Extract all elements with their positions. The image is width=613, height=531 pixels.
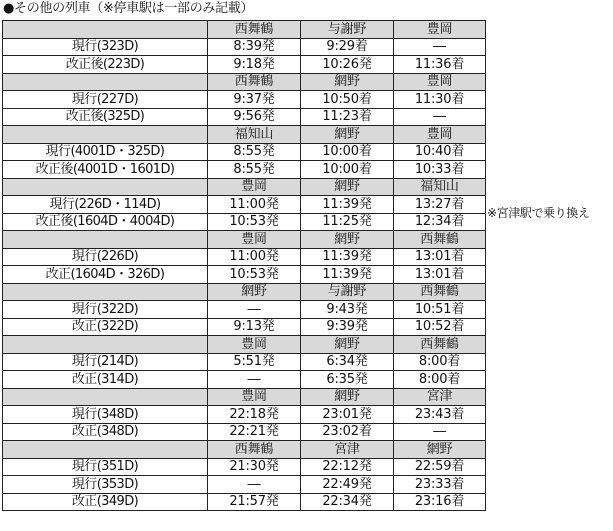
time-cell: 12:34着 [394,213,486,231]
station-name: 福知山 [208,126,301,144]
station-name: 網野 [301,231,394,249]
time-cell: 10:50着 [301,91,394,109]
time-cell: 9:43発 [301,301,394,319]
station-name: 宮津 [301,441,394,459]
header-empty-cell [3,388,208,406]
time-cell: 6:34発 [301,353,394,371]
time-cell: 11:00発 [208,248,301,266]
header-empty-cell [3,178,208,196]
station-header-row [3,126,486,144]
station-name: 豊岡 [208,178,301,196]
time-cell: 11:25発 [301,213,394,231]
time-cell: ― [208,371,301,389]
train-label: 改正後(1604D・4004D) [3,213,208,231]
station-name: 西舞鶴 [208,21,301,39]
train-row [3,318,486,336]
train-row [3,196,486,214]
train-label: 改正後(325D) [3,108,208,126]
time-cell: 8:00着 [394,353,486,371]
time-cell: 9:37発 [208,91,301,109]
station-name: 網野 [301,178,394,196]
station-name: 西舞鶴 [394,231,486,249]
train-label: 現行(322D) [3,301,208,319]
train-label: 改正(348D) [3,423,208,441]
time-cell: 11:00発 [208,196,301,214]
time-cell: 10:26発 [301,56,394,74]
station-name: 網野 [394,441,486,459]
time-cell: 10:40着 [394,143,486,161]
train-label: 現行(226D・114D) [3,196,208,214]
station-name: 福知山 [394,178,486,196]
train-row [3,458,486,476]
train-label: 現行(353D) [3,476,208,494]
train-label: 現行(226D) [3,248,208,266]
train-row [3,213,486,231]
time-cell: 22:59着 [394,458,486,476]
train-label: 現行(351D) [3,458,208,476]
transfer-note: ※宮津駅で乗り換え [487,206,590,220]
time-cell: 10:53発 [208,266,301,284]
time-cell: 10:51着 [394,301,486,319]
time-cell: 10:52着 [394,318,486,336]
train-row [3,476,486,494]
header-empty-cell [3,21,208,39]
time-cell: 9:18発 [208,56,301,74]
station-header-row [3,336,486,354]
station-name: 網野 [301,336,394,354]
time-cell: 9:56発 [208,108,301,126]
time-cell: 8:39発 [208,38,301,56]
station-header-row [3,73,486,91]
train-row [3,353,486,371]
time-cell: 13:01着 [394,248,486,266]
station-name: 網野 [301,126,394,144]
station-name: 網野 [301,73,394,91]
time-cell: 8:55発 [208,161,301,179]
header-empty-cell [3,126,208,144]
station-name: 与謝野 [301,283,394,301]
time-cell: 9:29着 [301,38,394,56]
train-label: 改正後(223D) [3,56,208,74]
time-cell: 8:00着 [394,371,486,389]
train-row [3,38,486,56]
station-header-row [3,388,486,406]
train-label: 現行(214D) [3,353,208,371]
time-cell: 23:16着 [394,493,486,511]
time-cell: 23:01発 [301,406,394,424]
station-name: 西舞鶴 [208,73,301,91]
timetable-body [3,21,486,511]
station-name: 豊岡 [394,73,486,91]
time-cell: 23:43着 [394,406,486,424]
station-name: 豊岡 [208,388,301,406]
time-cell: 11:23着 [301,108,394,126]
train-label: 改正(349D) [3,493,208,511]
station-name: 網野 [208,283,301,301]
time-cell: 11:39発 [301,266,394,284]
time-cell: 23:33着 [394,476,486,494]
time-cell: ― [394,38,486,56]
time-cell: 11:39発 [301,248,394,266]
time-cell: 22:49発 [301,476,394,494]
header-empty-cell [3,231,208,249]
time-cell: ― [394,108,486,126]
time-cell: ― [208,476,301,494]
time-cell: 11:30着 [394,91,486,109]
station-header-row [3,21,486,39]
train-row [3,91,486,109]
time-cell: 9:13発 [208,318,301,336]
station-header-row [3,283,486,301]
train-row [3,301,486,319]
train-label: 現行(227D) [3,91,208,109]
header-empty-cell [3,441,208,459]
train-row [3,108,486,126]
train-row [3,56,486,74]
header-empty-cell [3,336,208,354]
header-empty-cell [3,283,208,301]
station-header-row [3,231,486,249]
station-name: 網野 [301,388,394,406]
time-cell: 22:21発 [208,423,301,441]
time-cell: ― [394,423,486,441]
station-header-row [3,441,486,459]
time-cell: 10:00着 [301,143,394,161]
train-row [3,161,486,179]
train-row [3,423,486,441]
train-label: 改正後(4001D・1601D) [3,161,208,179]
train-row [3,266,486,284]
train-row [3,406,486,424]
time-cell: 6:35発 [301,371,394,389]
timetable [2,20,486,511]
train-label: 改正(322D) [3,318,208,336]
train-label: 現行(348D) [3,406,208,424]
time-cell: 21:30発 [208,458,301,476]
time-cell: 13:01着 [394,266,486,284]
time-cell: 11:36着 [394,56,486,74]
time-cell: 23:02着 [301,423,394,441]
station-name: 与謝野 [301,21,394,39]
time-cell: 13:27着 [394,196,486,214]
time-cell: 10:33着 [394,161,486,179]
train-label: 改正(1604D・326D) [3,266,208,284]
time-cell: 22:34発 [301,493,394,511]
time-cell: 21:57発 [208,493,301,511]
train-row [3,493,486,511]
train-row [3,143,486,161]
time-cell: ― [208,301,301,319]
train-row [3,248,486,266]
station-name: 豊岡 [208,231,301,249]
station-name: 西舞鶴 [394,336,486,354]
station-name: 豊岡 [394,21,486,39]
time-cell: 11:39発 [301,196,394,214]
train-label: 現行(323D) [3,38,208,56]
station-name: 西舞鶴 [208,441,301,459]
page-heading: ●その他の列車（※停車駅は一部のみ記載） [3,1,254,16]
time-cell: 5:51発 [208,353,301,371]
time-cell: 10:00着 [301,161,394,179]
train-label: 改正(314D) [3,371,208,389]
train-label: 現行(4001D・325D) [3,143,208,161]
station-name: 西舞鶴 [394,283,486,301]
station-name: 豊岡 [394,126,486,144]
time-cell: 22:12発 [301,458,394,476]
time-cell: 22:18発 [208,406,301,424]
header-empty-cell [3,73,208,91]
station-name: 宮津 [394,388,486,406]
station-name: 豊岡 [208,336,301,354]
time-cell: 9:39発 [301,318,394,336]
time-cell: 8:55発 [208,143,301,161]
time-cell: 10:53発 [208,213,301,231]
train-row [3,371,486,389]
station-header-row [3,178,486,196]
